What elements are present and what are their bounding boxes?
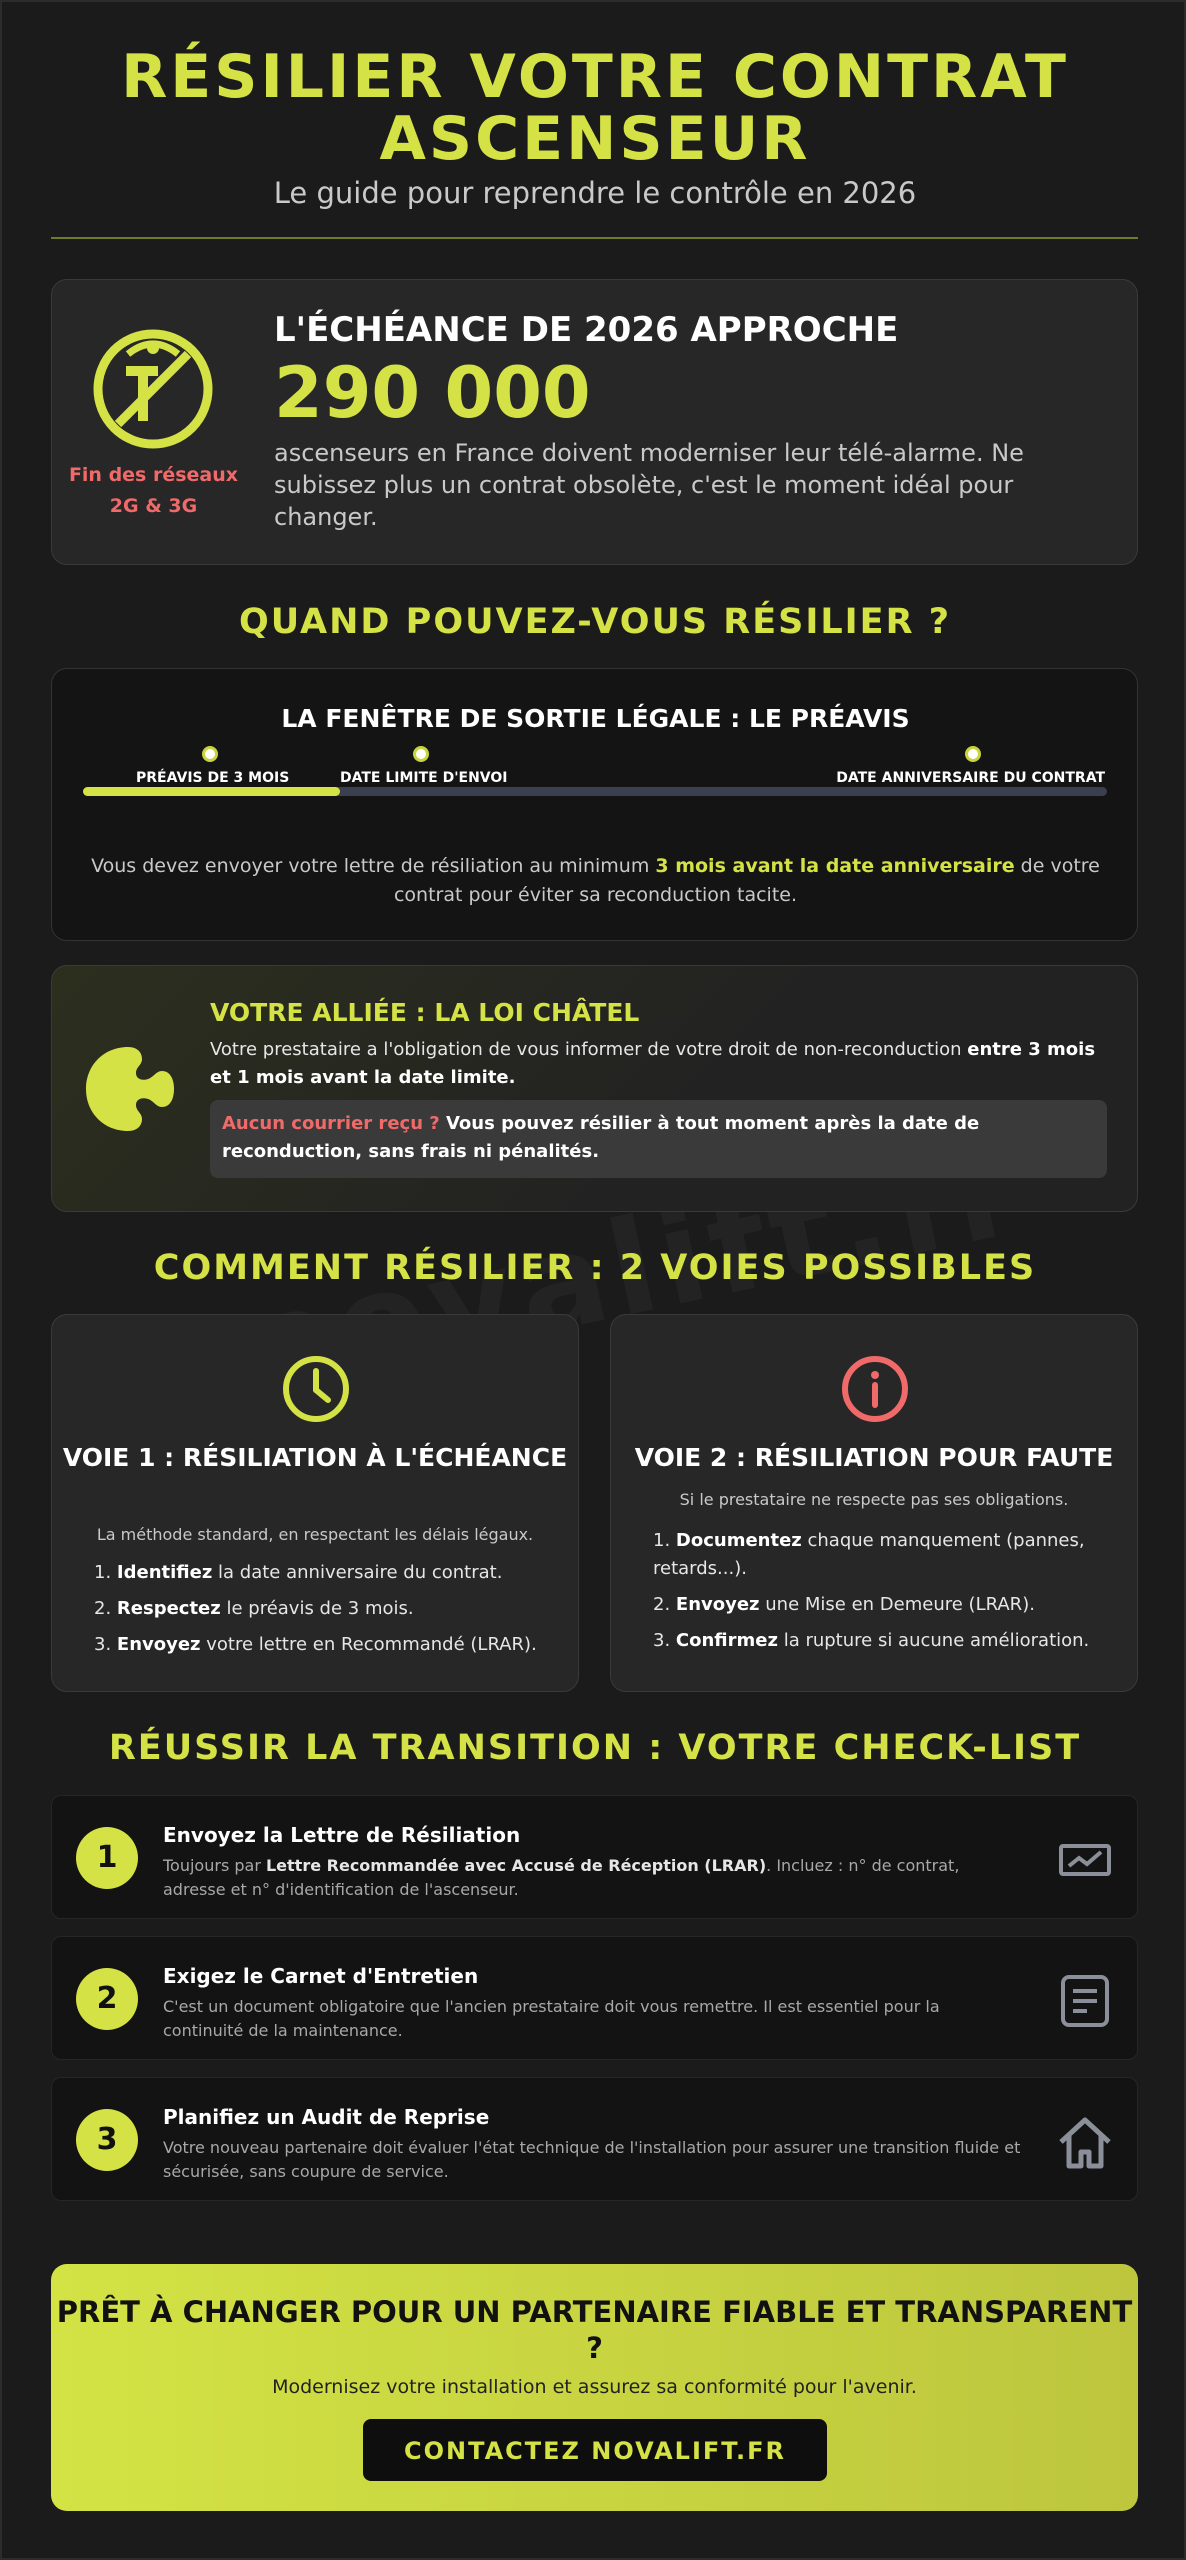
list-item: 3. Envoyez votre lettre en Recommandé (LRAR). — [94, 1634, 537, 1655]
list-item: 2. Respectez le préavis de 3 mois. — [94, 1598, 414, 1619]
voie1-subtitle: La méthode standard, en respectant les délais légaux. — [96, 1525, 534, 1544]
timeline-label-limite: DATE LIMITE D'ENVOI — [340, 770, 508, 786]
voie1-title: VOIE 1 : RÉSILIATION À L'ÉCHÉANCE — [62, 1443, 568, 1472]
timeline-dot — [413, 746, 429, 762]
puzzle-piece-icon — [84, 1041, 180, 1137]
section-title-checklist: RÉUSSIR LA TRANSITION : VOTRE CHECK-LIST — [108, 1728, 1082, 1768]
echeance-title: L'ÉCHÉANCE DE 2026 APPROCHE — [274, 310, 899, 350]
chart-board-icon — [1057, 1832, 1113, 1888]
contact-button[interactable]: CONTACTEZ NOVALIFT.FR — [363, 2419, 827, 2481]
network-end-label: Fin des réseaux 2G & 3G — [68, 464, 239, 517]
house-icon — [1057, 2114, 1113, 2170]
clock-icon — [280, 1353, 352, 1425]
checklist-item-title: Planifiez un Audit de Reprise — [163, 2105, 490, 2129]
cta-subtitle: Modernisez votre installation et assurez sa conformité pour l'avenir. — [272, 2376, 917, 2398]
timeline-label-anniversaire: DATE ANNIVERSAIRE DU CONTRAT — [836, 770, 1105, 786]
echeance-card — [51, 279, 1138, 565]
header-divider — [51, 237, 1138, 239]
timeline-dot — [202, 746, 218, 762]
voie1-card — [51, 1314, 579, 1692]
step-number: 1 — [76, 1827, 138, 1889]
preavis-text: Vous devez envoyer votre lettre de résiliation au minimum 3 mois avant la date anniversaire de votre contrat pour éviter sa reconduction tacite. — [91, 855, 1100, 906]
checklist-item-desc: Votre nouveau partenaire doit évaluer l'état technique de l'installation pour assurer une transition fluide et sécurisée, sans coupure de service. — [163, 2138, 1021, 2181]
loi-chatel-note: Aucun courrier reçu ? Vous pouvez résilier à tout moment après la date de reconduction, sans frais ni pénalités. — [210, 1100, 1107, 1178]
document-icon — [1057, 1973, 1113, 2029]
voie2-subtitle: Si le prestataire ne respecte pas ses obligations. — [679, 1490, 1069, 1509]
voie1-steps — [94, 1559, 544, 1667]
preavis-card — [51, 668, 1138, 941]
checklist-item — [51, 1795, 1138, 1919]
checklist-item-desc: C'est un document obligatoire que l'ancien prestataire doit vous remettre. Il est essentiel pour la continuité de la maintenance. — [163, 1997, 940, 2040]
page-title: RÉSILIER VOTRE CONTRAT ASCENSEUR — [121, 42, 1069, 174]
cta-title: PRÊT À CHANGER POUR UN PARTENAIRE FIABLE ET TRANSPARENT ? — [56, 2295, 1133, 2365]
elevator-count: 290 000 — [274, 352, 591, 434]
voie2-title: VOIE 2 : RÉSILIATION POUR FAUTE — [634, 1443, 1114, 1472]
timeline-track — [83, 787, 1107, 796]
page-subtitle: Le guide pour reprendre le contrôle en 2026 — [273, 176, 917, 210]
checklist-item — [51, 2077, 1138, 2201]
timeline-dot — [965, 746, 981, 762]
list-item: 1. Identifiez la date anniversaire du contrat. — [94, 1562, 503, 1583]
info-circle-icon — [839, 1353, 911, 1425]
preavis-title: LA FENÊTRE DE SORTIE LÉGALE : LE PRÉAVIS — [281, 704, 910, 733]
checklist-item-title: Envoyez la Lettre de Résiliation — [163, 1823, 521, 1847]
list-item: 3. Confirmez la rupture si aucune amélioration. — [653, 1630, 1090, 1651]
step-number: 3 — [76, 2109, 138, 2171]
cta-banner — [51, 2264, 1138, 2511]
voie2-steps — [653, 1527, 1103, 1663]
timeline-label-preavis: PRÉAVIS DE 3 MOIS — [136, 770, 290, 786]
echeance-text: ascenseurs en France doivent moderniser leur télé-alarme. Ne subissez plus un contrat obsolète, c'est le moment idéal pour changer. — [274, 439, 1024, 531]
checklist-item-desc: Toujours par Lettre Recommandée avec Accusé de Réception (LRAR). Incluez : n° de contrat, adresse et n° d'identification de l'ascenseur. — [163, 1856, 960, 1899]
voie2-card — [610, 1314, 1138, 1692]
no-signal-antenna-icon — [88, 324, 218, 454]
section-title-comment: COMMENT RÉSILIER : 2 VOIES POSSIBLES — [153, 1248, 1037, 1288]
section-title-quand: QUAND POUVEZ-VOUS RÉSILIER ? — [238, 602, 952, 642]
loi-chatel-card — [51, 965, 1138, 1212]
timeline-fill — [83, 787, 340, 796]
list-item: 2. Envoyez une Mise en Demeure (LRAR). — [653, 1594, 1035, 1615]
step-number: 2 — [76, 1968, 138, 2030]
loi-chatel-title: VOTRE ALLIÉE : LA LOI CHÂTEL — [210, 998, 640, 1027]
loi-chatel-text: Votre prestataire a l'obligation de vous informer de votre droit de non-reconduction entre 3 mois et 1 mois avant la date limite. — [210, 1039, 1096, 1088]
checklist-item — [51, 1936, 1138, 2060]
checklist-item-title: Exigez le Carnet d'Entretien — [163, 1964, 479, 1988]
list-item: 1. Documentez chaque manquement (pannes, retards...). — [653, 1530, 1085, 1579]
